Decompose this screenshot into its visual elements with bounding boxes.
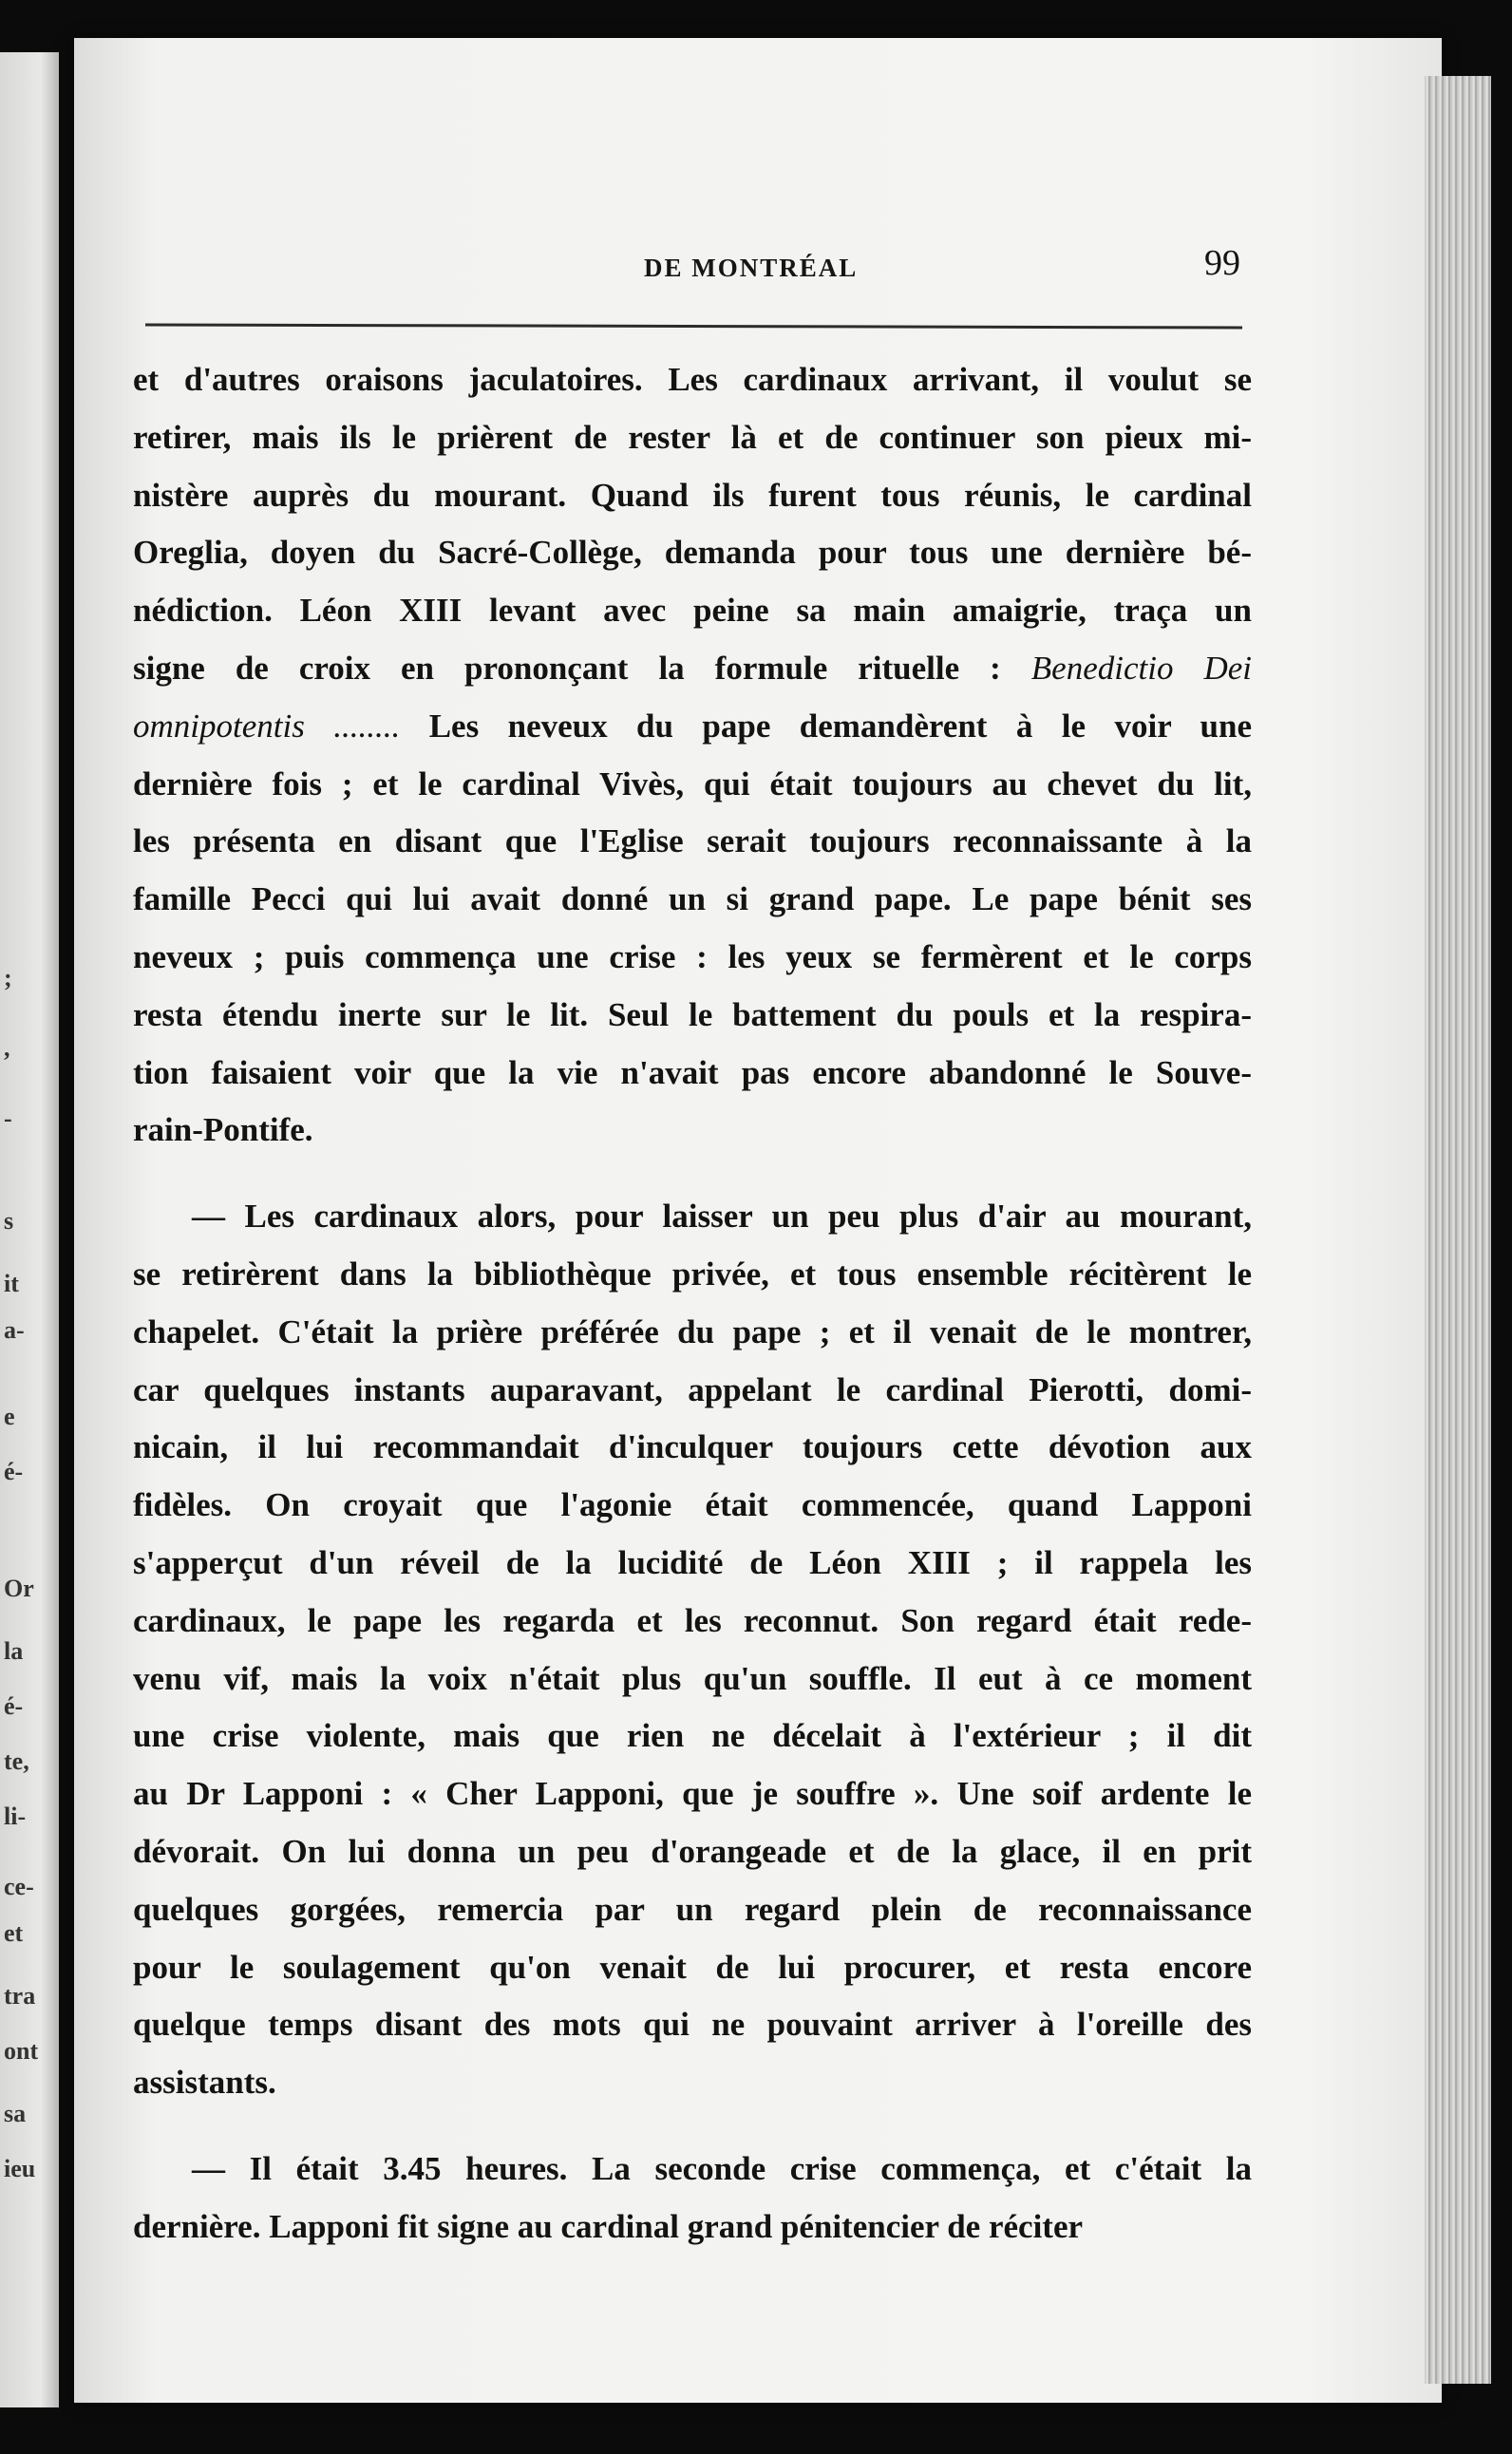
text-line	[133, 2141, 1252, 2199]
facing-page-fragment: s	[4, 1206, 14, 1235]
text-line-content: chapelet. C'était la prière préférée du pape ; et il venait de le montrer,	[133, 1312, 1252, 1350]
text-line-content: dernière. Lapponi fit signe au cardinal grand pénitencier de réciter	[133, 2207, 1084, 2245]
text-line	[133, 640, 1252, 698]
text-line	[133, 2199, 1252, 2256]
facing-page-fragment: tra	[4, 1982, 36, 2010]
text-line-content: et d'autres oraisons jaculatoires. Les cardinaux arrivant, il voulut se	[133, 361, 1252, 398]
text-line	[133, 1102, 1252, 1160]
text-line-content: dévorait. On lui donna un peu d'orangeade et de la glace, il en prit	[133, 1832, 1252, 1870]
text-line-content: — Il était 3.45 heures. La seconde crise commença, et c'était la	[192, 2149, 1252, 2187]
text-line-content: signe de croix en prononçant la formule rituelle :	[133, 649, 1031, 687]
text-line	[133, 524, 1252, 582]
text-line	[133, 1188, 1252, 1246]
text-line	[133, 698, 1252, 756]
text-line-content: fidèles. On croyait que l'agonie était commencée, quand Lapponi	[133, 1486, 1252, 1524]
text-line	[133, 1477, 1252, 1535]
paragraph	[133, 1188, 1252, 2112]
text-line-content: neveux ; puis commença une crise : les yeux se fermèrent et le corps	[133, 937, 1252, 975]
header-rule	[145, 323, 1242, 329]
text-line-content: — Les cardinaux alors, pour laisser un peu plus d'air au mourant,	[192, 1198, 1252, 1236]
text-line-content: tion faisaient voir que la vie n'avait pas encore abandonné le Souve-	[133, 1053, 1252, 1091]
page-edges-stack	[1425, 76, 1491, 2384]
facing-page-fragment: ;	[4, 963, 12, 991]
text-line-content: nédiction. Léon XIII levant avec peine sa main amaigrie, traça un	[133, 592, 1252, 630]
facing-page-fragment: -	[4, 1104, 12, 1133]
facing-page-fragment: ce-	[4, 1872, 34, 1900]
facing-page-fragment: a-	[4, 1316, 25, 1344]
facing-page-fragment: ieu	[4, 2154, 36, 2182]
text-line-content: quelque temps disant des mots qui ne pouvaint arriver à l'oreille des	[133, 2006, 1252, 2044]
text-line	[133, 467, 1252, 525]
text-line	[133, 1246, 1252, 1304]
text-line-content: assistants.	[133, 2064, 276, 2102]
text-line	[133, 1651, 1252, 1708]
text-line	[133, 2054, 1252, 2112]
text-line	[133, 351, 1252, 409]
text-line	[133, 1939, 1252, 1997]
facing-page-fragment: Or	[4, 1575, 34, 1603]
facing-page-fragment: ,	[4, 1034, 10, 1062]
text-line-content: famille Pecci qui lui avait donné un si grand pape. Le pape bénit ses	[133, 880, 1252, 918]
facing-page-fragment: te,	[4, 1746, 29, 1775]
book-page	[74, 38, 1442, 2403]
text-line	[133, 409, 1252, 467]
text-line	[133, 1419, 1252, 1477]
text-line	[133, 987, 1252, 1045]
facing-page-fragment: li-	[4, 1802, 27, 1830]
facing-page-fragment: ont	[4, 2037, 39, 2065]
facing-page-fragment: é-	[4, 1457, 24, 1485]
facing-page-edge	[0, 52, 59, 2407]
facing-page-fragment: e	[4, 1402, 15, 1430]
facing-page-fragment: sa	[4, 2100, 27, 2127]
text-line	[133, 582, 1252, 640]
facing-page-fragment: et	[4, 1919, 24, 1948]
paragraph	[133, 2141, 1252, 2256]
text-line-content: Oreglia, doyen du Sacré-Collège, demanda pour tous une dernière bé-	[133, 534, 1252, 572]
text-line-content: au Dr Lapponi : « Cher Lapponi, que je souffre ». Une soif ardente le	[133, 1775, 1252, 1813]
text-line	[133, 929, 1252, 987]
text-line-content: se retirèrent dans la bibliothèque privée, et tous ensemble récitèrent le	[133, 1255, 1252, 1293]
text-line-rest: Les neveux du pape demandèrent à le voir une	[400, 707, 1252, 745]
facing-page-fragment: é-	[4, 1692, 24, 1720]
text-line	[133, 1881, 1252, 1939]
text-line-content: retirer, mais ils le prièrent de rester là et de continuer son pieux mi-	[133, 418, 1252, 456]
text-line-content: nistère auprès du mourant. Quand ils furent tous réunis, le cardinal	[133, 476, 1252, 514]
facing-page-fragment: la	[4, 1637, 24, 1666]
text-line-content: rain-Pontife.	[133, 1111, 313, 1149]
text-line-content: car quelques instants auparavant, appelant le cardinal Pierotti, domi-	[133, 1370, 1252, 1408]
text-line	[133, 871, 1252, 929]
italic-latin-text: Benedictio Dei	[1030, 649, 1252, 687]
text-line	[133, 1996, 1252, 2054]
paragraph-gap	[133, 2112, 1252, 2141]
text-line	[133, 1823, 1252, 1881]
text-line-content	[133, 708, 1252, 745]
text-line-content: venu vif, mais la voix n'était plus qu'un souffle. Il eut à ce moment	[133, 1659, 1252, 1697]
facing-page-fragment: it	[4, 1269, 19, 1297]
text-line-content: quelques gorgées, remercia par un regard plein de reconnaissance	[133, 1890, 1252, 1928]
text-line	[133, 1708, 1252, 1765]
text-line	[133, 1593, 1252, 1651]
text-line-content: dernière fois ; et le cardinal Vivès, qui était toujours au chevet du lit,	[133, 765, 1252, 802]
text-line	[133, 1045, 1252, 1103]
text-line-content: cardinaux, le pape les regarda et les reconnut. Son regard était rede-	[133, 1601, 1252, 1639]
paragraph	[133, 351, 1252, 1160]
text-line	[133, 813, 1252, 871]
running-head	[74, 242, 1442, 299]
text-line	[133, 756, 1252, 814]
text-line-content: pour le soulagement qu'on venait de lui procurer, et resta encore	[133, 1948, 1252, 1986]
text-line-content: nicain, il lui recommandait d'inculquer toujours cette dévotion aux	[133, 1428, 1252, 1466]
text-line	[133, 1362, 1252, 1420]
italic-latin-text: omnipotentis ........	[133, 707, 401, 745]
paragraph-gap	[133, 1160, 1252, 1188]
text-line-content: une crise violente, mais que rien ne décelait à l'extérieur ; il dit	[133, 1717, 1252, 1755]
text-line	[133, 1765, 1252, 1823]
text-line	[133, 1304, 1252, 1362]
page-number: 99	[1204, 243, 1240, 283]
body-text	[133, 351, 1252, 2256]
running-title: DE MONTRÉAL	[644, 254, 859, 282]
text-line-content: les présenta en disant que l'Eglise serait toujours reconnaissante à la	[133, 822, 1252, 860]
text-line	[133, 1535, 1252, 1593]
text-line-content: resta étendu inerte sur le lit. Seul le battement du pouls et la respira-	[133, 995, 1252, 1033]
text-line-content: s'apperçut d'un réveil de la lucidité de Léon XIII ; il rappela les	[133, 1543, 1252, 1581]
